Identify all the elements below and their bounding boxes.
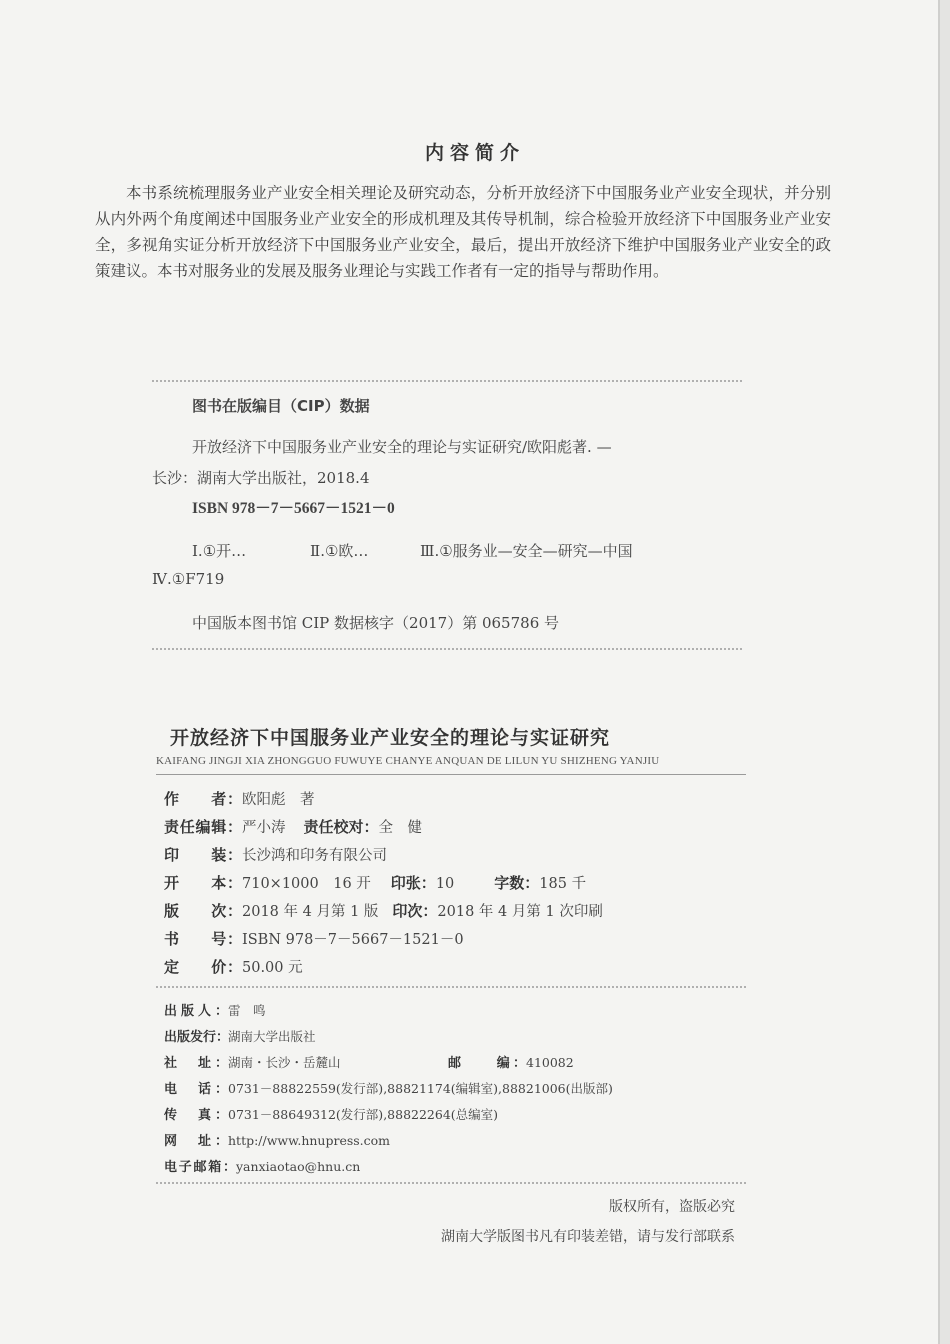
printer-value: 长沙鸿和印务有限公司 — [242, 848, 387, 864]
editor-row — [164, 816, 422, 837]
author-row — [164, 788, 315, 809]
phone-label: 电 话： — [164, 1082, 228, 1097]
publisher-value: 雷 鸣 — [228, 1003, 266, 1018]
word-count-label: 字数： — [494, 874, 540, 892]
issuer-row — [164, 1026, 316, 1045]
intro-paragraph: 本书系统梳理服务业产业安全相关理论及研究动态，分析开放经济下中国服务业产业安全现状，并分别从内外两个角度阐述中国服务业产业安全的形成机理及其传导机制，综合检验开放经济下中国服务业产业安全，多视角实证分析开放经济下中国服务业产业安全，最后，提出开放经济下维护中国服务业产业安全的政策建议。本书对服务业的发展及服务业理论与实践工作者有一定的指导与帮助作用。 — [95, 184, 831, 280]
fax-value: 0731－88649312(发行部),88822264(总编室) — [228, 1107, 499, 1122]
website-row — [164, 1130, 390, 1149]
publisher-row — [164, 1000, 266, 1019]
editor-value: 严小涛 — [242, 820, 286, 836]
price-label: 定 价： — [164, 958, 242, 976]
intro-text-block — [95, 180, 831, 284]
word-count-value: 185 千 — [539, 876, 587, 892]
fax-row — [164, 1104, 498, 1123]
cip-isbn: ISBN 978－7－5667－1521－0 — [192, 500, 395, 517]
publisher-divider — [156, 1182, 746, 1184]
edition-value: 2018 年 4 月第 1 版 — [242, 904, 379, 920]
cip-publisher-line: 长沙：湖南大学出版社，2018.4 — [152, 469, 370, 487]
cip-top-divider — [152, 380, 742, 382]
details-divider — [156, 986, 746, 988]
issuer-label: 出版发行： — [164, 1030, 230, 1045]
phone-row — [164, 1078, 613, 1097]
proofreader-label: 责任校对： — [303, 818, 379, 836]
book-title-pinyin: KAIFANG JINGJI XIA ZHONGGUO FUWUYE CHANYE ANQUAN DE LILUN YU SHIZHENG YANJIU — [156, 755, 660, 767]
format-value: 710×1000 16 开 — [242, 876, 371, 892]
cip-class-3: Ⅲ.①服务业—安全—研究—中国 — [420, 542, 633, 560]
book-title: 开放经济下中国服务业产业安全的理论与实证研究 — [170, 727, 611, 749]
cip-class-1: Ⅰ.①开… — [192, 542, 247, 560]
sheets-label: 印张： — [390, 874, 436, 892]
publisher-label: 出版人： — [164, 1004, 228, 1019]
proofreader-value: 全 健 — [378, 820, 423, 836]
website-value: http://www.hnupress.com — [228, 1133, 391, 1148]
cip-classification-line — [192, 540, 782, 561]
format-row — [164, 872, 586, 893]
issuer-value: 湖南大学出版社 — [228, 1029, 316, 1044]
editor-label: 责任编辑： — [164, 818, 242, 836]
impression-value: 2018 年 4 月第 1 次印刷 — [437, 904, 603, 920]
cip-classification-code: Ⅳ.①F719 — [152, 570, 225, 588]
cip-core-record: 中国版本图书馆 CIP 数据核字（2017）第 065786 号 — [192, 614, 560, 632]
format-label: 开 本： — [164, 874, 242, 892]
defect-notice: 湖南大学版图书凡有印装差错，请与发行部联系 — [441, 1229, 735, 1245]
sheets-value: 10 — [435, 876, 455, 892]
title-divider — [156, 774, 746, 775]
cip-bottom-divider — [152, 648, 742, 650]
website-label: 网 址： — [164, 1134, 228, 1149]
copyright-notice: 版权所有，盗版必究 — [609, 1199, 735, 1215]
phone-value: 0731－88822559(发行部),88821174(编辑室),88821006(出版部) — [228, 1081, 613, 1096]
printer-label: 印 装： — [164, 846, 242, 864]
email-label: 电子邮箱： — [164, 1160, 236, 1175]
email-row — [164, 1156, 360, 1175]
address-value: 湖南・长沙・岳麓山 — [228, 1055, 341, 1070]
page-edge — [938, 0, 950, 1344]
isbn-row — [164, 928, 464, 949]
edition-row — [164, 900, 603, 921]
impression-label: 印次： — [392, 902, 438, 920]
email-value: yanxiaotao@hnu.cn — [236, 1159, 361, 1174]
intro-title: 内容简介 — [424, 142, 525, 164]
author-value: 欧阳彪 著 — [242, 792, 315, 808]
edition-label: 版 次： — [164, 902, 242, 920]
address-row — [164, 1052, 574, 1071]
cip-heading: 图书在版编目（CIP）数据 — [192, 397, 370, 415]
postcode-label: 邮 编： — [448, 1056, 526, 1071]
postcode-value: 410082 — [526, 1055, 574, 1070]
cip-class-2: Ⅱ.①欧… — [310, 542, 369, 560]
fax-label: 传 真： — [164, 1108, 228, 1123]
printer-row — [164, 844, 387, 865]
author-label: 作 者： — [164, 790, 242, 808]
isbn-value: ISBN 978－7－5667－1521－0 — [242, 932, 464, 948]
isbn-label: 书 号： — [164, 930, 242, 948]
price-value: 50.00 元 — [242, 960, 303, 976]
address-label: 社 址： — [164, 1056, 228, 1071]
price-row — [164, 956, 303, 977]
cip-title-line: 开放经济下中国服务业产业安全的理论与实证研究/欧阳彪著. — — [192, 438, 612, 456]
